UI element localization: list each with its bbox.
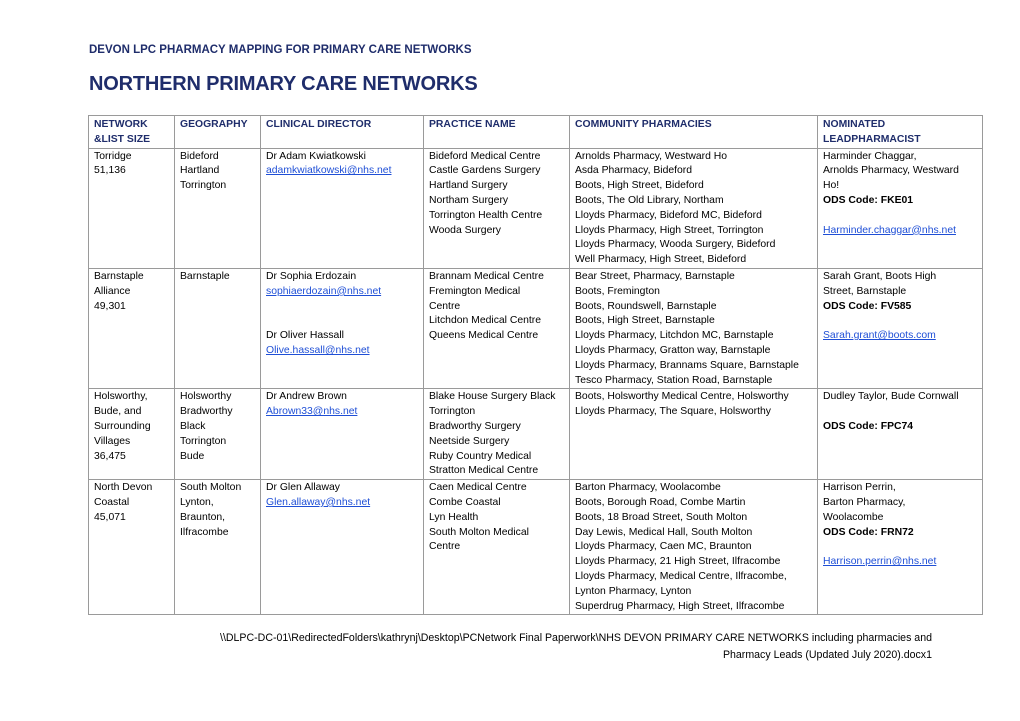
cell-text: Bear Street, Pharmacy, Barnstaple <box>575 270 735 282</box>
cell-text: Dr Andrew Brown <box>266 391 347 403</box>
cell-text: Torrington <box>180 435 227 447</box>
cell-pharmacies <box>570 480 818 615</box>
cell-geography <box>175 389 261 480</box>
cell-text: North Devon <box>94 482 153 494</box>
cell-text: Lloyds Pharmacy, Gratton way, Barnstaple <box>575 344 771 356</box>
cell-text: Boots, High Street, Barnstaple <box>575 315 715 327</box>
cell-network <box>89 268 175 388</box>
cell-text: Ho! <box>823 180 840 192</box>
cell-geography <box>175 480 261 615</box>
document-header: DEVON LPC PHARMACY MAPPING FOR PRIMARY CARE NETWORKS <box>89 44 472 56</box>
spacer <box>823 540 977 555</box>
cell-text: 45,071 <box>94 511 126 523</box>
ods-code: ODS Code: FV585 <box>823 300 912 312</box>
email-link[interactable]: sophiaerdozain@nhs.net <box>266 285 382 297</box>
cell-text: Lloyds Pharmacy, Caen MC, Braunton <box>575 541 752 553</box>
table-row <box>89 389 983 480</box>
cell-text: Street, Barnstaple <box>823 285 907 297</box>
cell-text: Asda Pharmacy, Bideford <box>575 165 693 177</box>
cell-text: Lloyds Pharmacy, The Square, Holsworthy <box>575 406 771 418</box>
cell-text: Hartland <box>180 165 220 177</box>
cell-text: Harrison Perrin, <box>823 482 896 494</box>
cell-text: Lloyds Pharmacy, Brannams Square, Barnstaple <box>575 359 799 371</box>
cell-text: Harminder Chaggar, <box>823 150 917 162</box>
cell-text: Boots, Borough Road, Combe Martin <box>575 496 746 508</box>
cell-text: Castle Gardens Surgery <box>429 165 541 177</box>
cell-text: Blake House Surgery Black <box>429 391 556 403</box>
cell-text: Lloyds Pharmacy, Wooda Surgery, Bideford <box>575 239 776 251</box>
column-header-text: PRACTICE NAME <box>429 119 516 130</box>
cell-text: Bradworthy <box>180 406 233 418</box>
column-header-text: PHARMACIST <box>851 133 921 145</box>
cell-text: Barton Pharmacy, <box>823 496 906 508</box>
cell-text: Lloyds Pharmacy, Bideford MC, Bideford <box>575 209 762 221</box>
column-header-practice <box>424 116 570 149</box>
column-header-director <box>261 116 424 149</box>
spacer <box>823 314 977 329</box>
column-header-text: LIST SIZE <box>101 133 151 145</box>
cell-text: Torrington <box>429 406 476 418</box>
cell-text: Caen Medical Centre <box>429 482 527 494</box>
column-header-text: CLINICAL DIRECTOR <box>266 119 372 130</box>
cell-practice <box>424 389 570 480</box>
cell-text: Combe Coastal <box>429 496 501 508</box>
cell-text: Brannam Medical Centre <box>429 270 544 282</box>
email-link[interactable]: Glen.allaway@nhs.net <box>266 496 371 508</box>
cell-text: Bude <box>180 450 205 462</box>
cell-text: Stratton Medical Centre <box>429 465 539 477</box>
cell-text: Bideford <box>180 150 219 162</box>
cell-text: Lynton, <box>180 496 214 508</box>
cell-text: Boots, Fremington <box>575 285 660 297</box>
pcn-table <box>88 115 983 615</box>
cell-practice <box>424 268 570 388</box>
cell-text: Centre <box>429 541 461 553</box>
document-footer <box>112 630 932 664</box>
cell-text: Boots, The Old Library, Northam <box>575 194 724 206</box>
cell-pharmacies <box>570 148 818 268</box>
column-header-text: GEOGRAPHY <box>180 119 248 130</box>
cell-lead <box>818 268 983 388</box>
cell-network <box>89 389 175 480</box>
cell-text: 49,301 <box>94 300 126 312</box>
spacer <box>823 209 977 224</box>
cell-practice <box>424 480 570 615</box>
email-link[interactable]: Abrown33@nhs.net <box>266 406 358 418</box>
cell-text: Bideford Medical Centre <box>429 150 541 162</box>
table-header-row <box>89 116 983 149</box>
cell-text: Lloyds Pharmacy, High Street, Torrington <box>575 224 764 236</box>
email-link[interactable]: Sarah.grant@boots.com <box>823 330 936 342</box>
cell-text: Day Lewis, Medical Hall, South Molton <box>575 526 753 538</box>
cell-geography <box>175 268 261 388</box>
cell-text: Superdrug Pharmacy, High Street, Ilfracombe <box>575 600 785 612</box>
cell-text: Well Pharmacy, High Street, Bideford <box>575 254 747 266</box>
cell-text: Bradworthy Surgery <box>429 420 521 432</box>
cell-text: Arnolds Pharmacy, Westward <box>823 165 959 177</box>
cell-text: Queens Medical Centre <box>429 330 539 342</box>
cell-text: Boots, 18 Broad Street, South Molton <box>575 511 748 523</box>
cell-text: Hartland Surgery <box>429 180 508 192</box>
cell-text: Surrounding <box>94 420 151 432</box>
cell-text: Black <box>180 420 206 432</box>
email-link[interactable]: Olive.hassall@nhs.net <box>266 344 370 356</box>
cell-director <box>261 389 424 480</box>
cell-text: Dr Glen Allaway <box>266 482 340 494</box>
cell-text: Torridge <box>94 150 132 162</box>
cell-text: Arnolds Pharmacy, Westward Ho <box>575 150 728 162</box>
cell-text: Dr Adam Kwiatkowski <box>266 150 366 162</box>
footer-path-line-2: Pharmacy Leads (Updated July 2020).docx1 <box>722 649 932 661</box>
cell-text: Barnstaple <box>180 270 230 282</box>
table-body <box>89 148 983 615</box>
cell-text: Lynton Pharmacy, Lynton <box>575 585 692 597</box>
table-row <box>89 268 983 388</box>
cell-text: Sarah Grant, Boots High <box>823 270 937 282</box>
cell-text: Ruby Country Medical <box>429 450 532 462</box>
cell-text: Boots, High Street, Bideford <box>575 180 704 192</box>
cell-text: Barton Pharmacy, Woolacombe <box>575 482 721 494</box>
cell-pharmacies <box>570 389 818 480</box>
cell-director <box>261 480 424 615</box>
cell-lead <box>818 389 983 480</box>
cell-text: Boots, Holsworthy Medical Centre, Holsworthy <box>575 391 789 403</box>
cell-text: Coastal <box>94 496 130 508</box>
ods-code: ODS Code: FRN72 <box>823 526 914 538</box>
cell-text: Holsworthy, <box>94 391 148 403</box>
cell-text: Lyn Health <box>429 511 479 523</box>
cell-geography <box>175 148 261 268</box>
ods-code: ODS Code: FKE01 <box>823 194 914 206</box>
column-header-text: NOMINATED LEAD <box>823 119 886 145</box>
cell-network <box>89 148 175 268</box>
column-header-lead <box>818 116 983 149</box>
spacer <box>266 300 418 315</box>
cell-text: Dr Sophia Erdozain <box>266 270 357 282</box>
page-title: NORTHERN PRIMARY CARE NETWORKS <box>89 73 478 95</box>
cell-text: Boots, Roundswell, Barnstaple <box>575 300 717 312</box>
cell-text: Litchdon Medical Centre <box>429 315 542 327</box>
cell-network <box>89 480 175 615</box>
email-link[interactable]: Harrison.perrin@nhs.net <box>823 556 937 568</box>
cell-text: Dr Oliver Hassall <box>266 330 344 342</box>
cell-lead <box>818 480 983 615</box>
cell-director <box>261 268 424 388</box>
column-header-pharmacies <box>570 116 818 149</box>
footer-path-line-1: \\DLPC-DC-01\RedirectedFolders\kathrynj\Desktop\PCNetwork Final Paperwork\NHS DEVON PRIMARY CARE NETWORKS including pharmacies and <box>220 632 932 644</box>
cell-lead <box>818 148 983 268</box>
spacer <box>266 314 418 329</box>
cell-text: Bude, and <box>94 406 142 418</box>
cell-text: Holsworthy <box>180 391 232 403</box>
cell-text: Torrington <box>180 180 227 192</box>
cell-text: Lloyds Pharmacy, Litchdon MC, Barnstaple <box>575 330 774 342</box>
column-header-network <box>89 116 175 149</box>
cell-text: Ilfracombe <box>180 526 229 538</box>
cell-text: Neetside Surgery <box>429 435 510 447</box>
email-link[interactable]: adamkwiatkowski@nhs.net <box>266 165 392 177</box>
cell-pharmacies <box>570 268 818 388</box>
cell-director <box>261 148 424 268</box>
table-row <box>89 480 983 615</box>
cell-text: Woolacombe <box>823 511 884 523</box>
cell-text: Wooda Surgery <box>429 224 502 236</box>
cell-text: Fremington Medical <box>429 285 521 297</box>
cell-text: Lloyds Pharmacy, 21 High Street, Ilfracombe <box>575 556 781 568</box>
table-row <box>89 148 983 268</box>
email-link[interactable]: Harminder.chaggar@nhs.net <box>823 224 956 236</box>
cell-text: Tesco Pharmacy, Station Road, Barnstaple <box>575 374 773 386</box>
ods-code: ODS Code: FPC74 <box>823 420 914 432</box>
cell-text: 36,475 <box>94 450 126 462</box>
cell-text: Alliance <box>94 285 131 297</box>
cell-text: Villages <box>94 435 131 447</box>
cell-text: 51,136 <box>94 165 126 177</box>
cell-text: South Molton <box>180 482 242 494</box>
cell-practice <box>424 148 570 268</box>
spacer <box>823 405 977 420</box>
cell-text: Northam Surgery <box>429 194 509 206</box>
cell-text: Barnstaple <box>94 270 144 282</box>
cell-text: Dudley Taylor, Bude Cornwall <box>823 391 959 403</box>
cell-text: Centre <box>429 300 461 312</box>
column-header-text: NETWORK & <box>94 119 148 145</box>
cell-text: Braunton, <box>180 511 226 523</box>
column-header-text: COMMUNITY PHARMACIES <box>575 119 712 130</box>
cell-text: Lloyds Pharmacy, Medical Centre, Ilfracombe, <box>575 570 787 582</box>
column-header-geography <box>175 116 261 149</box>
cell-text: Torrington Health Centre <box>429 209 543 221</box>
cell-text: South Molton Medical <box>429 526 529 538</box>
